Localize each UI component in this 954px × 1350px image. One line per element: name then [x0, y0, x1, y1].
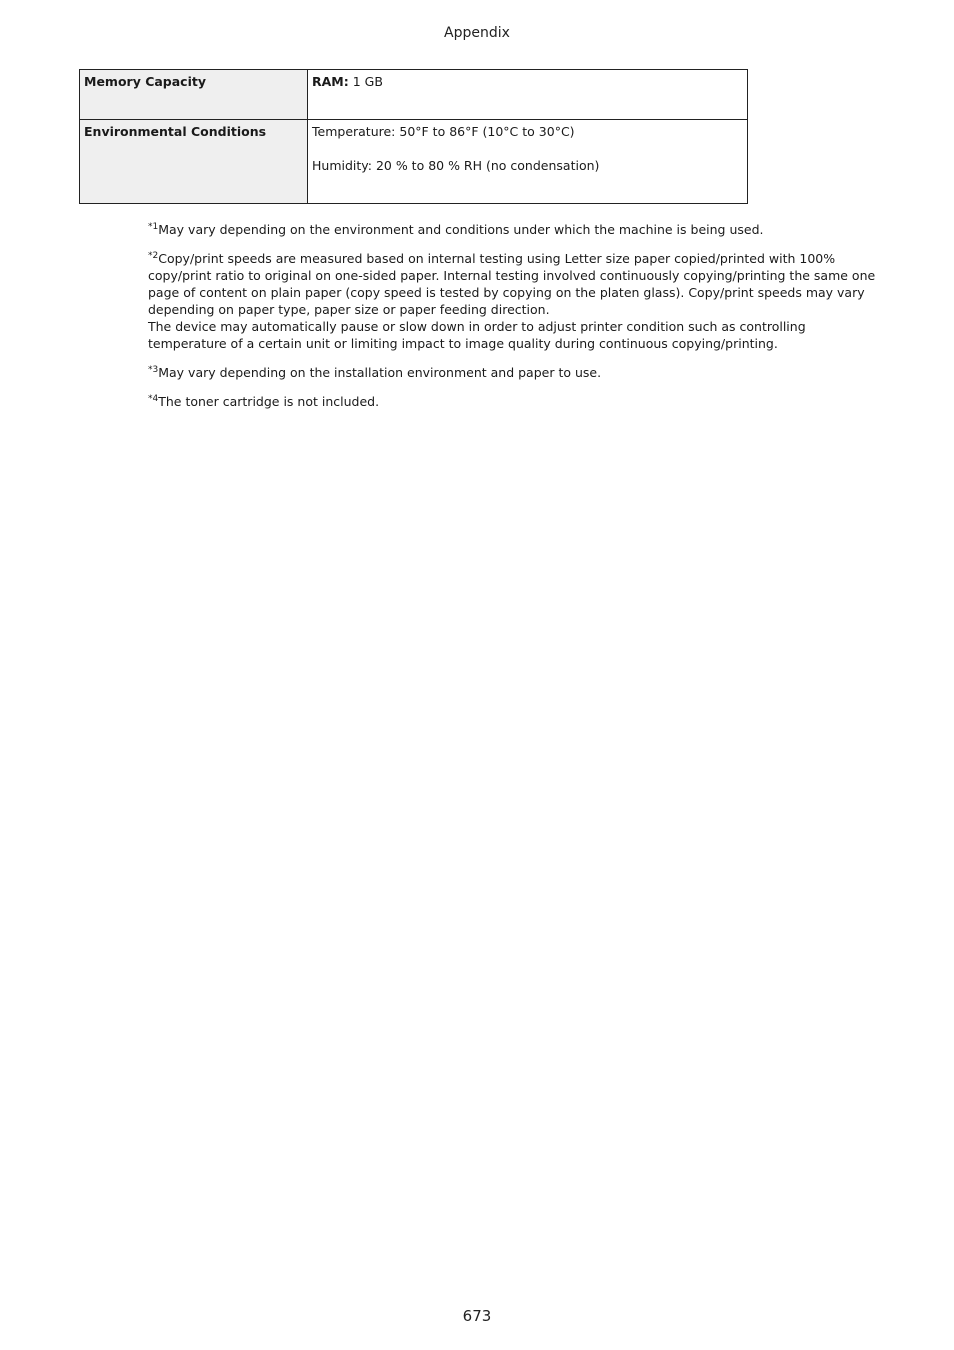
footnote-marker: *2 — [148, 251, 159, 261]
footnote-text: May vary depending on the installation environment and paper to use. — [158, 365, 602, 380]
row-label: Environmental Conditions — [80, 120, 308, 204]
row-label: Memory Capacity — [80, 70, 308, 120]
footnote-text: May vary depending on the environment and conditions under which the machine is being used. — [158, 222, 764, 237]
running-header: Appendix — [444, 25, 510, 41]
row-value — [308, 120, 748, 204]
footnote-1 — [148, 221, 888, 238]
footnote-marker: *3 — [148, 365, 159, 375]
footnotes — [148, 221, 888, 422]
footnote-2 — [148, 250, 888, 352]
footnote-marker: *1 — [148, 222, 159, 232]
page-number: 673 — [462, 1307, 492, 1325]
footnote-text: Copy/print speeds are measured based on internal testing using Letter size paper copied/printed with 100% copy/print ratio to original on one-sided paper. Internal testing involved continuously copying/printing the same one page of content on plain paper (copy speed is tested by copying on the platen glass). Copy/print speeds may vary depending on paper type, paper size or paper feeding direction. — [148, 251, 876, 317]
table-row — [80, 120, 748, 204]
footnote-text-continued: The device may automatically pause or slow down in order to adjust printer condition such as controlling temperature of a certain unit or limiting impact to image quality during continuous copying/printing. — [148, 319, 806, 351]
temperature-value: Temperature: 50°F to 86°F (10°C to 30°C) — [312, 124, 575, 139]
specifications-table — [79, 69, 748, 204]
footnote-text: The toner cartridge is not included. — [158, 394, 380, 409]
humidity-value: Humidity: 20 % to 80 % RH (no condensation) — [312, 158, 600, 173]
row-value — [308, 70, 748, 120]
ram-label: RAM: — [312, 74, 349, 89]
footnote-4 — [148, 393, 888, 410]
table-row — [80, 70, 748, 120]
footnote-marker: *4 — [148, 394, 159, 404]
ram-value: 1 GB — [348, 74, 383, 89]
footnote-3 — [148, 364, 888, 381]
